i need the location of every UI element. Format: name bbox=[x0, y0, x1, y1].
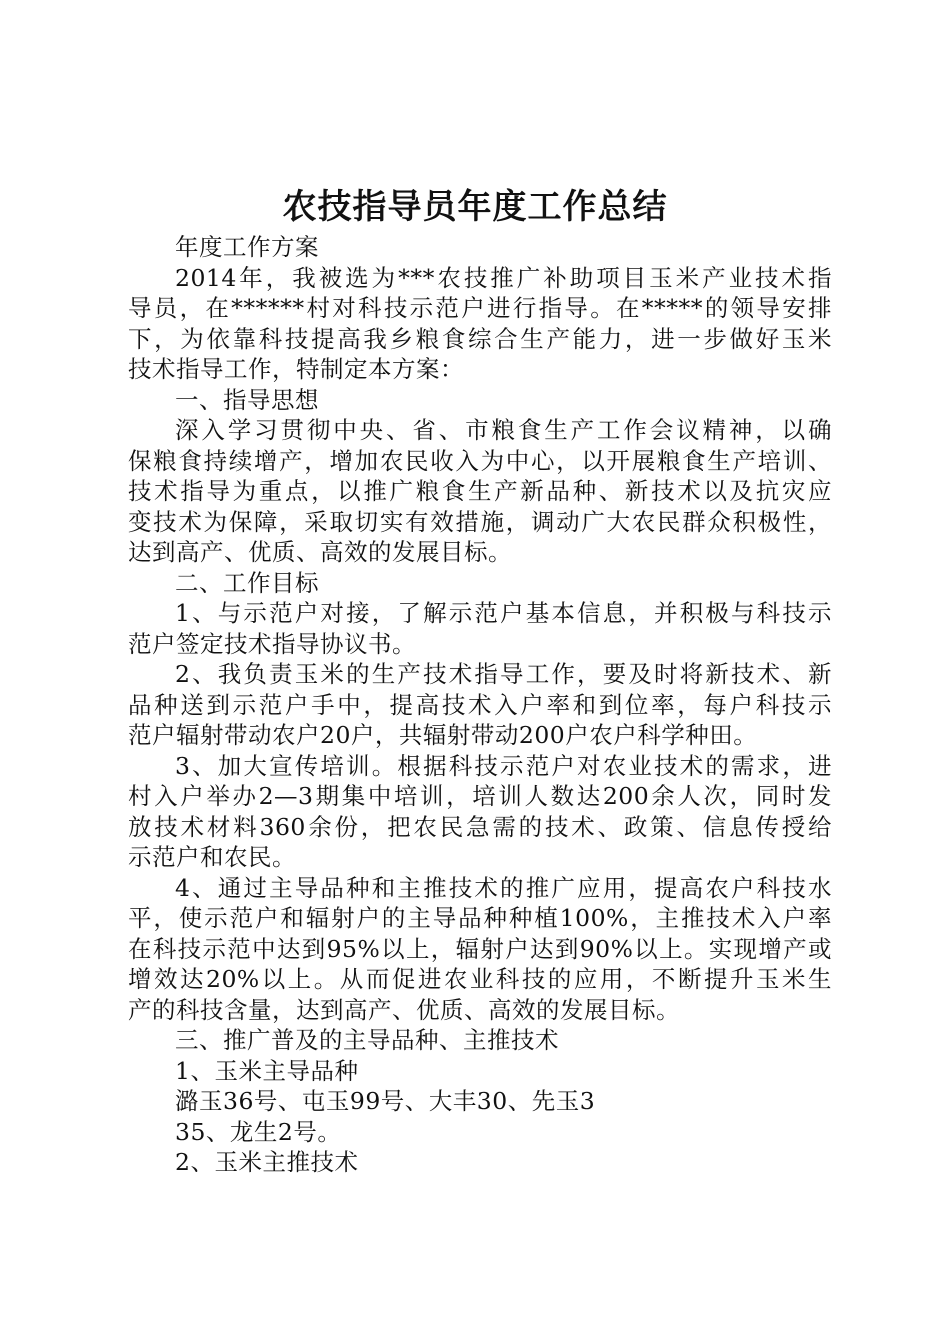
paragraph-line: 1、玉米主导品种 bbox=[175, 1056, 359, 1085]
paragraph-line: 技术指导工作，特制定本方案： bbox=[128, 355, 464, 383]
paragraph-line: 放技术材料360余份，把农民急需的技术、政策、信息传授给 bbox=[128, 812, 832, 841]
paragraph-line: 平，使示范户和辐射户的主导品种种植100%，主推技术入户率 bbox=[128, 904, 832, 932]
paragraph-line: 2、玉米主推技术 bbox=[175, 1148, 359, 1176]
paragraph bbox=[128, 385, 832, 416]
document-body bbox=[128, 232, 832, 1178]
paragraph-line: 变技术为保障，采取切实有效措施，调动广大农民群众积极性， bbox=[128, 507, 832, 536]
paragraph-line: 一、指导思想 bbox=[175, 385, 319, 414]
paragraph-line: 1、与示范户对接，了解示范户基本信息，并积极与科技示 bbox=[175, 599, 832, 627]
paragraph-line: 2、我负责玉米的生产技术指导工作，要及时将新技术、新 bbox=[175, 660, 832, 688]
paragraph-line: 二、工作目标 bbox=[175, 568, 319, 597]
paragraph-line: 年度工作方案 bbox=[175, 233, 319, 261]
paragraph bbox=[128, 1086, 832, 1117]
paragraph bbox=[128, 568, 832, 599]
paragraph-line: 保粮食持续增产，增加农民收入为中心，以开展粮食生产培训、 bbox=[128, 446, 832, 475]
paragraph-line: 3、加大宣传培训。根据科技示范户对农业技术的需求，进 bbox=[175, 751, 832, 780]
paragraph-line: 技术指导为重点，以推广粮食生产新品种、新技术以及抗灾应 bbox=[128, 477, 832, 505]
paragraph-line: 品种送到示范户手中，提高技术入户率和到位率，每户科技示 bbox=[128, 690, 832, 719]
paragraph-line: 2014年，我被选为***农技推广补助项目玉米产业技术指 bbox=[175, 263, 832, 292]
paragraph bbox=[128, 659, 832, 751]
paragraph-line: 4、通过主导品种和主推技术的推广应用，提高农户科技水 bbox=[175, 873, 832, 902]
paragraph-line: 村入户举办2—3期集中培训，培训人数达200余人次，同时发 bbox=[128, 782, 832, 810]
paragraph bbox=[128, 1147, 832, 1178]
paragraph-line: 增效达20%以上。从而促进农业科技的应用，不断提升玉米生 bbox=[128, 965, 832, 993]
paragraph-line: 范户签定技术指导协议书。 bbox=[128, 629, 416, 658]
paragraph bbox=[128, 751, 832, 873]
paragraph-line: 下，为依靠科技提高我乡粮食综合生产能力，进一步做好玉米 bbox=[128, 324, 832, 353]
paragraph bbox=[128, 1056, 832, 1087]
paragraph bbox=[128, 1025, 832, 1056]
paragraph-line: 深入学习贯彻中央、省、市粮食生产工作会议精神，以确 bbox=[175, 416, 832, 444]
paragraph-line: 导员，在******村对科技示范户进行指导。在*****的领导安排 bbox=[128, 294, 832, 322]
paragraph bbox=[128, 598, 832, 659]
paragraph-line: 潞玉36号、屯玉99号、大丰30、先玉3 bbox=[175, 1087, 596, 1115]
paragraph-line: 三、推广普及的主导品种、主推技术 bbox=[175, 1026, 559, 1054]
paragraph bbox=[128, 1117, 832, 1148]
paragraph bbox=[128, 873, 832, 1026]
paragraph-line: 产的科技含量，达到高产、优质、高效的发展目标。 bbox=[128, 995, 680, 1024]
paragraph-line: 在科技示范中达到95%以上，辐射户达到90%以上。实现增产或 bbox=[128, 934, 832, 963]
paragraph-line: 达到高产、优质、高效的发展目标。 bbox=[128, 538, 512, 566]
document-title: 农技指导员年度工作总结 bbox=[282, 187, 668, 227]
paragraph-line: 35、龙生2号。 bbox=[175, 1117, 342, 1146]
paragraph bbox=[128, 415, 832, 568]
paragraph-line: 范户辐射带动农户20户，共辐射带动200户农户科学种田。 bbox=[128, 721, 758, 749]
paragraph bbox=[128, 263, 832, 385]
paragraph bbox=[128, 232, 832, 263]
paragraph-line: 示范户和农民。 bbox=[128, 843, 296, 871]
